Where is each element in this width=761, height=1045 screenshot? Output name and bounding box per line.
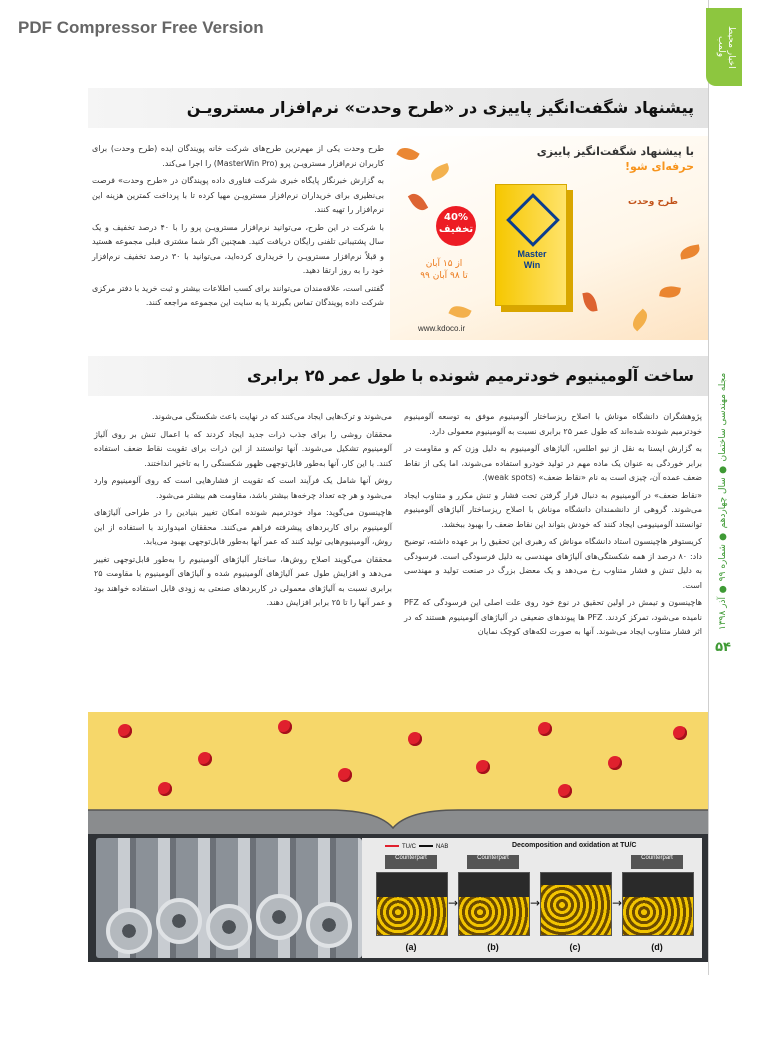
diagram-legend xyxy=(382,844,448,850)
leaf-icon xyxy=(408,190,428,213)
ad-headline-line1: با پیشنهاد شگفت‌انگیز پاییزی xyxy=(536,145,694,158)
article2-paragraph: محققان روشی را برای جذب ذرات جدید ایجاد کردند که با اعمال تنش بر روی آلیاژ آلومینیوم تشکیل می‌شوند. آنها توانستند از این ذرات برای تقویت نقاط ضعف استفاده کنند. با این کار، آنها به‌طور قابل‌توجهی ظهور شکستگی را به تاخیر انداختند. xyxy=(94,429,392,468)
panel-label: (a) xyxy=(405,942,417,952)
ad-campaign-name: طرح وحدت xyxy=(627,197,679,207)
section-tab-label: اخبار محیط ولمب xyxy=(716,25,736,69)
coil-icon xyxy=(206,904,252,950)
article2-paragraph: می‌شوند و ترک‌هایی ایجاد می‌کنند که در نهایت باعث شکستگی می‌شوند. xyxy=(151,412,392,421)
article2-header xyxy=(88,356,708,396)
panel-b xyxy=(458,855,530,936)
counterpart-label: Counterpart xyxy=(385,855,437,869)
particle-icon xyxy=(673,726,687,740)
column-divider xyxy=(708,0,709,975)
coil-icon xyxy=(106,908,152,954)
particle-icon xyxy=(538,722,552,736)
article2-paragraph: هاچینسون و تیمش در اولین تحقیق در نوع خود روی علت اصلی این فرسودگی که PFZ نامیده می‌شود، تمرکز کردند. PFZ ها پیوندهای ضعیفی در آلیاژهای آلومینیوم هستند که در اثر فشار متناوب ایجاد می‌شوند. آنها به صورت لکه‌های کوچک نمایان xyxy=(404,598,702,636)
diagram-title: Decomposition and oxidation at TU/C xyxy=(512,842,637,849)
article2-paragraph: هاچینسون می‌گوید: مواد خودترمیم شونده امکان تغییر بنیادین را در طراحی آلیاژهای آلومینیوم برای کاربردهای پیشرفته فراهم می‌کنند. محققان امیدوارند با استفاده از این روش، آلومینیوم‌هایی تولید کنند که عمر آنها به‌طور قابل‌توجهی بهبود می‌یابد. xyxy=(94,508,392,546)
article2-title: ساخت آلومینیوم خودترمیم شونده با طول عمر ۲۵ برابری xyxy=(247,366,694,385)
article2-paragraph: محققان می‌گویند اصلاح روش‌ها، ساختار آلیاژهای آلومینیوم را به‌طور قابل‌توجهی تغییر می‌دهد و افزایش طول عمر آلیاژهای آلومینیوم شده و آلیاژهای آلومینیوم با مقاومت ۲۵ برابری نسبت به آلیاژهای معمولی در کاربردهای صنعتی به زودی قابل استفاده خواهند بود و عمر آنها را تا ۲۵ برابر افزایش دهند. xyxy=(94,554,392,607)
particle-icon xyxy=(408,732,422,746)
leaf-icon xyxy=(629,309,652,332)
arrow-icon: → xyxy=(612,896,623,910)
article1-header xyxy=(88,88,708,128)
discount-badge xyxy=(436,206,476,246)
discount-label: تخفیف xyxy=(438,224,474,235)
leaf-icon xyxy=(679,244,701,259)
panel-c xyxy=(540,872,612,936)
software-box xyxy=(495,184,567,306)
ad-date-line2: تا ۹۸ آبان ۹۹ xyxy=(420,271,468,281)
article2-paragraph: کریستوفر هاچینسون استاد دانشگاه موناش که رهبری این تحقیق را بر عهده داشته، توضیح داد: ۸۰ درصد از همه شکستگی‌های آلیاژهای مهندسی به دلیل فرسودگی است. فرسودگی به دلیل تنش و فشار متناوب رخ می‌دهد و یک معضل بزرگ در صنعت تولید و مهندسی است. xyxy=(404,537,702,590)
legend-a-label: TU/C xyxy=(402,844,416,850)
article2-right-column xyxy=(404,410,702,643)
particle-icon xyxy=(608,756,622,770)
masterwin-logo-icon xyxy=(506,193,560,247)
article2-paragraph: «نقاط ضعف» در آلومینیوم به دنبال قرار گرفتن تحت فشار و تنش مکرر و متناوب ایجاد می‌شوند. گروهی از دانشمندان دانشگاه موناش با اصلاح ریزساختار آلیاژهای آلومینیوم توانستند آلومینیومی ایجاد کنند که خودش بتواند این نقاط ضعف را بهبود ببخشد. xyxy=(404,490,702,529)
masterwin-advertisement xyxy=(390,136,708,340)
coil-icon xyxy=(256,894,302,940)
ad-date-line1: از ۱۵ آبان xyxy=(425,259,463,269)
panel-a xyxy=(376,855,448,936)
leaf-icon xyxy=(429,163,452,181)
article1-paragraph: به گزارش خبرنگار پایگاه خبری شرکت فناوری داده پویندگان در «طرح وحدت» فرصت بی‌نظیری برای خریداران نرم‌افزار مسترویـن مهیا کرده تا با پرداخت کمترین هزینه این نرم‌افزار را تهیه کنند. xyxy=(92,176,384,214)
counterpart-label: Counterpart xyxy=(631,855,683,869)
particle-icon xyxy=(198,752,212,766)
article2-paragraph: به گزارش ایسنا به نقل از نیو اطلس، آلیاژهای آلومینیوم به دلیل وزن کم و مقاومت در برابر خوردگی به عنوان یک ماده مهم در تولید خودرو استفاده می‌شوند، اما یکی از نقاط ضعف عمده آن، چیزی است به نام «نقاط ضعف» (weak spots). xyxy=(404,444,702,482)
coil-icon xyxy=(156,898,202,944)
coil-icon xyxy=(306,902,352,948)
leaf-icon xyxy=(659,284,681,299)
article2-paragraph: روش آنها شامل یک فرآیند است که تقویت از فشارهایی است که روی آلومینیوم وارد می‌شود و هر چه تعداد چرخه‌ها بیشتر باشد، مقاومت هم بیشتر می‌شود. xyxy=(94,476,392,500)
article1-paragraph: با شرکت در این طرح، می‌توانید نرم‌افزار مسترویـن پرو را با ۴۰ درصد تخفیف و یک سال پشتیبانی تلفنی رایگان دریافت کنید. همچنین اگر شما مشتری قبلی مجموعه هستید و قبلاً نرم‌افزار مسترویـن را خریداری کرده‌اید، می‌توانید با ۳۰ درصد تخفیف نرم‌افزار خود را به روز ارتقا دهید. xyxy=(92,222,384,275)
particle-icon xyxy=(338,768,352,782)
leaf-icon xyxy=(582,291,597,313)
leaf-icon xyxy=(448,302,471,321)
panel-label: (c) xyxy=(569,942,581,952)
particle-icon xyxy=(558,784,572,798)
discount-percent: 40% xyxy=(444,212,468,223)
ad-website: www.kdoco.ir xyxy=(418,324,466,333)
ad-dates xyxy=(404,258,484,282)
page-number: ۵۴ xyxy=(715,640,731,655)
section-tab xyxy=(706,8,742,86)
particle-icon xyxy=(476,760,490,774)
panel-d xyxy=(622,855,694,936)
figure-lower-panel xyxy=(88,834,708,962)
panel-label: (d) xyxy=(651,942,663,952)
box-name-line2: Win xyxy=(523,260,541,270)
magazine-issue-label: مجله مهندسی ساختمان ● سال چهاردهم ● شماره ۹۹ ● آذر ۱۳۹۸ xyxy=(718,372,728,630)
article1-paragraph: گفتنی است، علاقه‌مندان می‌توانند برای کسب اطلاعات بیشتر و ثبت خرید با دفتر مرکزی شرکت داده پویندگان تماس بگیرند یا به سایت این مجموعه مراجعه کنند. xyxy=(92,283,384,307)
ad-headline xyxy=(494,144,694,174)
fretting-diagram xyxy=(362,838,702,958)
particle-icon xyxy=(158,782,172,796)
arrow-icon: → xyxy=(448,896,459,910)
panel-label: (b) xyxy=(487,942,499,952)
box-product-name xyxy=(504,249,560,271)
article1-paragraph: طرح وحدت یکی از مهم‌ترین طرح‌های شرکت خانه پویندگان ایده (طرح وحدت) برای کاربران نرم‌افزار مسترویـن پرو (MasterWin Pro) را اجرا می‌کند. xyxy=(92,144,384,168)
particle-icon xyxy=(278,720,292,734)
article1-title: پیشنهاد شگفت‌انگیز پاییزی در «طرح وحدت» نرم‌افزار مسترویـن xyxy=(186,98,694,117)
aluminium-figure xyxy=(88,712,708,962)
arrow-icon: → xyxy=(530,896,541,910)
article2-paragraph: پژوهشگران دانشگاه موناش با اصلاح ریزساختار آلومینیوم موفق به توسعه آلومینیوم خودترمیم شونده شده‌اند که طول عمر ۲۵ برابری نسبت به آلومینیوم معمولی دارد. xyxy=(404,412,702,436)
ad-headline-line2: حرفه‌ای شو! xyxy=(624,160,694,173)
counterpart-label: Counterpart xyxy=(467,855,519,869)
article2-left-column xyxy=(94,410,392,614)
box-name-line1: Master xyxy=(517,249,547,259)
leaf-icon xyxy=(396,144,419,164)
legend-b-label: NAB xyxy=(436,844,449,850)
article1-body xyxy=(92,142,384,314)
particle-icon xyxy=(118,724,132,738)
aluminium-coils-photo xyxy=(96,838,362,958)
watermark: PDF Compressor Free Version xyxy=(18,18,264,37)
